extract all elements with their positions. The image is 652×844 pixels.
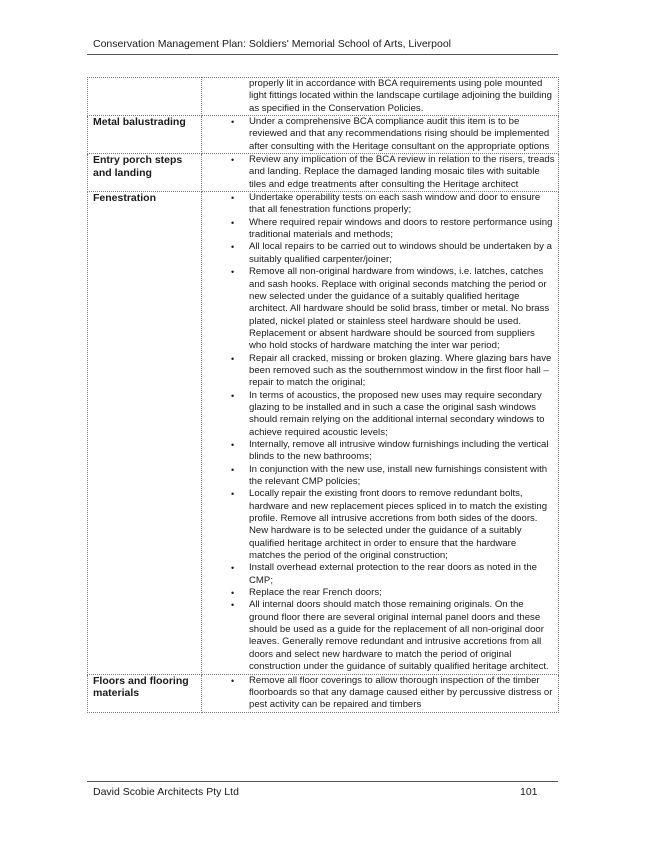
bullet-icon: • [231,353,235,364]
list-item: • Remove all floor coverings to allow thorough inspection of the timber floorboards so that any damage caused either by percussive distress or pest activity can be repaired and timbers [231,674,553,711]
bullet-icon: • [231,600,235,611]
list-item: • All local repairs to be carried out to windows should be undertaken by a suitably qualified carpenter/joiner; [231,241,552,265]
list-item: • Replace the rear French doors; [231,587,382,599]
list-item: • Internally, remove all intrusive window furnishings including the vertical blinds to the new bathrooms; [231,438,549,463]
list-item: • In conjunction with the new use, install new furnishings consistent with the relevant CMP policies; [231,463,548,487]
page-header: Conservation Management Plan: Soldiers' Memorial School of Arts, Liverpool [93,38,452,50]
row-content [202,154,559,192]
bullet-icon: • [231,390,235,401]
list-item: • Under a comprehensive BCA compliance audit this item is to be reviewed and that any recommendations rising should be implemented after consulting with the Heritage consultant on the appropriate options [231,116,550,152]
bullet-icon: • [231,155,235,166]
table-row [88,154,559,192]
bullet-icon: • [231,117,235,128]
bullet-icon: • [231,217,235,228]
table-row [88,192,559,674]
continuation-text: properly lit in accordance with BCA requirements using pole mounted light fittings located within the landscape curtilage adjoining the building as specified in the Conservation Policies. [249,78,552,114]
list-item: • Review any implication of the BCA review in relation to the risers, treads and landing. Replace the damaged landing mosaic tiles with suitable tiles and edge treatments after consulting the Heritage architect [231,154,555,190]
row-content [202,116,559,154]
bullet-icon: • [231,675,235,686]
list-item: • All internal doors should match those remaining originals. On the ground floor there are several original internal panel doors and these should be used as a guide for the replacement of all non-original door leaves. Generally remove redundant and intrusive accretions from all doors and select new hardware to match the period of original construction under the guidance of suitably qualified heritage architect. [231,599,549,673]
list-item: • Where required repair windows and doors to restore performance using traditional materials and methods; [231,216,553,241]
row-content [202,192,559,674]
bullet-icon: • [231,489,235,500]
conservation-policy-table [87,77,559,713]
table-row [88,116,559,154]
list-item: • Repair all cracked, missing or broken glazing. Where glazing bars have been removed such as the southernmost window in the first floor hall – repair to match the original; [231,352,552,389]
bullet-icon: • [231,193,235,204]
bullet-icon: • [231,242,235,253]
bullet-icon: • [231,563,235,574]
bullet-icon: • [231,439,235,450]
table-row [88,78,559,116]
page-number: 101 [520,786,538,798]
row-label-empty [88,78,202,116]
list-item: • Remove all non-original hardware from windows, i.e. latches, catches and sash hooks. Replace with original seconds matching the period or new selected under the guidance of a suitably qualified heritage architect. All hardware should be solid brass, timber or metal. No brass plated, nickel plated or stainless steel hardware should be used. Replacement or absent hardware should be sourced from suppliers who hold stocks of hardware matching the inter war period; [231,266,550,352]
list-item: • Install overhead external protection to the rear doors as noted in the CMP; [231,562,537,586]
list-item: • Locally repair the existing front doors to remove redundant bolts, hardware and new replacement pieces spliced in to match the existing profile. Remove all intrusive accretions from both sides of the doors. New hardware is to be selected under the guidance of a suitably qualified heritage architect in order to ensure that the hardware matches the period of the original construction; [231,488,548,562]
row-content [202,674,559,712]
row-label: Fenestration [88,192,202,674]
list-item: • Undertake operability tests on each sash window and door to ensure that all fenestration functions properly; [231,192,541,216]
bullet-icon: • [231,464,235,475]
row-label: Metal balustrading [88,116,202,154]
list-item: • In terms of acoustics, the proposed new uses may require secondary glazing to be installed and in such a case the original sash windows should remain relying on the additional internal secondary windows to achieve required acoustic levels; [231,389,545,438]
row-content [202,78,559,116]
table-row [88,674,559,712]
row-label: Floors and flooring materials [88,674,202,712]
footer-company: David Scobie Architects Pty Ltd [93,786,239,798]
row-label: Entry porch steps and landing [88,154,202,192]
footer-rule [87,781,558,782]
bullet-icon: • [231,588,235,599]
bullet-icon: • [231,267,235,278]
header-rule [87,54,558,55]
